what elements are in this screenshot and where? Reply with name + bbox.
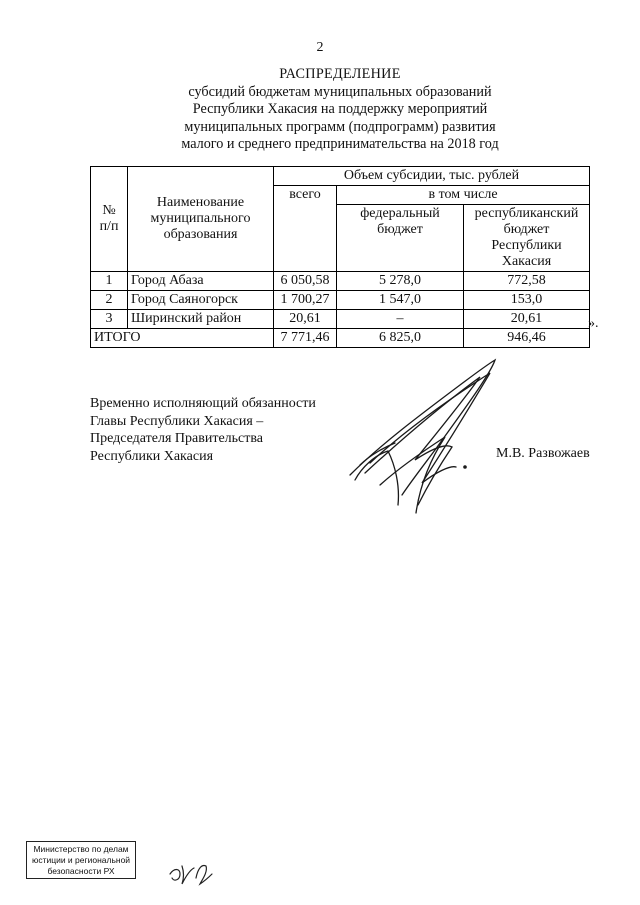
signature-title-line: Временно исполняющий обязанности bbox=[90, 396, 316, 411]
cell-federal: 5 278,0 bbox=[337, 272, 464, 291]
header-republic: республиканский бюджет Республики Хакасия bbox=[464, 205, 590, 272]
cell-name: Город Саяногорск bbox=[128, 291, 274, 310]
title-line: субсидий бюджетам муниципальных образований bbox=[188, 83, 492, 100]
total-sum: 7 771,46 bbox=[274, 329, 337, 348]
signature-title-line: Республики Хакасия bbox=[90, 448, 214, 464]
table-header-row bbox=[91, 167, 590, 186]
closing-quote: ». bbox=[588, 316, 599, 331]
title-heading: РАСПРЕДЕЛЕНИЕ bbox=[279, 66, 401, 82]
cell-num: 1 bbox=[91, 272, 128, 291]
header-volume: Объем субсидии, тыс. рублей bbox=[274, 167, 590, 186]
page-number: 2 bbox=[316, 40, 324, 55]
signer-name: М.В. Развожаев bbox=[496, 446, 590, 461]
stamp-line: безопасности РХ bbox=[47, 866, 115, 876]
cell-total: 20,61 bbox=[274, 310, 337, 329]
signature-title-line: Председателя Правительства bbox=[90, 431, 264, 446]
cell-num: 3 bbox=[91, 310, 128, 329]
title-line: муниципальных программ (подпрограмм) развития bbox=[184, 118, 496, 135]
signature-title-block bbox=[90, 395, 316, 465]
total-label: ИТОГО bbox=[91, 329, 274, 348]
title-line: Республики Хакасия на поддержку мероприятий bbox=[192, 101, 488, 117]
header-federal: федеральный бюджет bbox=[337, 205, 464, 272]
stamp-line: юстиции и региональной bbox=[31, 855, 131, 865]
signature-title-line: Главы Республики Хакасия – bbox=[90, 413, 264, 429]
table-row bbox=[91, 291, 590, 310]
cell-republic: 153,0 bbox=[464, 291, 590, 310]
cell-federal: 1 547,0 bbox=[337, 291, 464, 310]
handwritten-signature bbox=[340, 355, 530, 525]
cell-republic: 20,61 bbox=[464, 310, 590, 329]
table-row bbox=[91, 272, 590, 291]
header-total: всего bbox=[274, 186, 337, 272]
cell-total: 1 700,27 bbox=[274, 291, 337, 310]
cell-num: 2 bbox=[91, 291, 128, 310]
header-name: Наименование муниципального образования bbox=[128, 167, 274, 272]
table-total-row bbox=[91, 329, 590, 348]
cell-total: 6 050,58 bbox=[274, 272, 337, 291]
total-republic: 946,46 bbox=[464, 329, 590, 348]
cell-name: Ширинский район bbox=[128, 310, 274, 329]
total-federal: 6 825,0 bbox=[337, 329, 464, 348]
header-including: в том числе bbox=[337, 186, 590, 205]
title-line: малого и среднего предпринимательства на 2018 год bbox=[181, 136, 499, 152]
ministry-stamp bbox=[26, 841, 136, 879]
handwritten-initials bbox=[166, 858, 216, 888]
subsidy-table bbox=[90, 166, 590, 348]
stamp-line: Министерство по делам bbox=[33, 844, 129, 854]
document-title bbox=[90, 66, 590, 154]
cell-name: Город Абаза bbox=[128, 272, 274, 291]
cell-federal: – bbox=[337, 310, 464, 329]
table-row bbox=[91, 310, 590, 329]
cell-republic: 772,58 bbox=[464, 272, 590, 291]
header-num: № п/п bbox=[91, 167, 128, 272]
